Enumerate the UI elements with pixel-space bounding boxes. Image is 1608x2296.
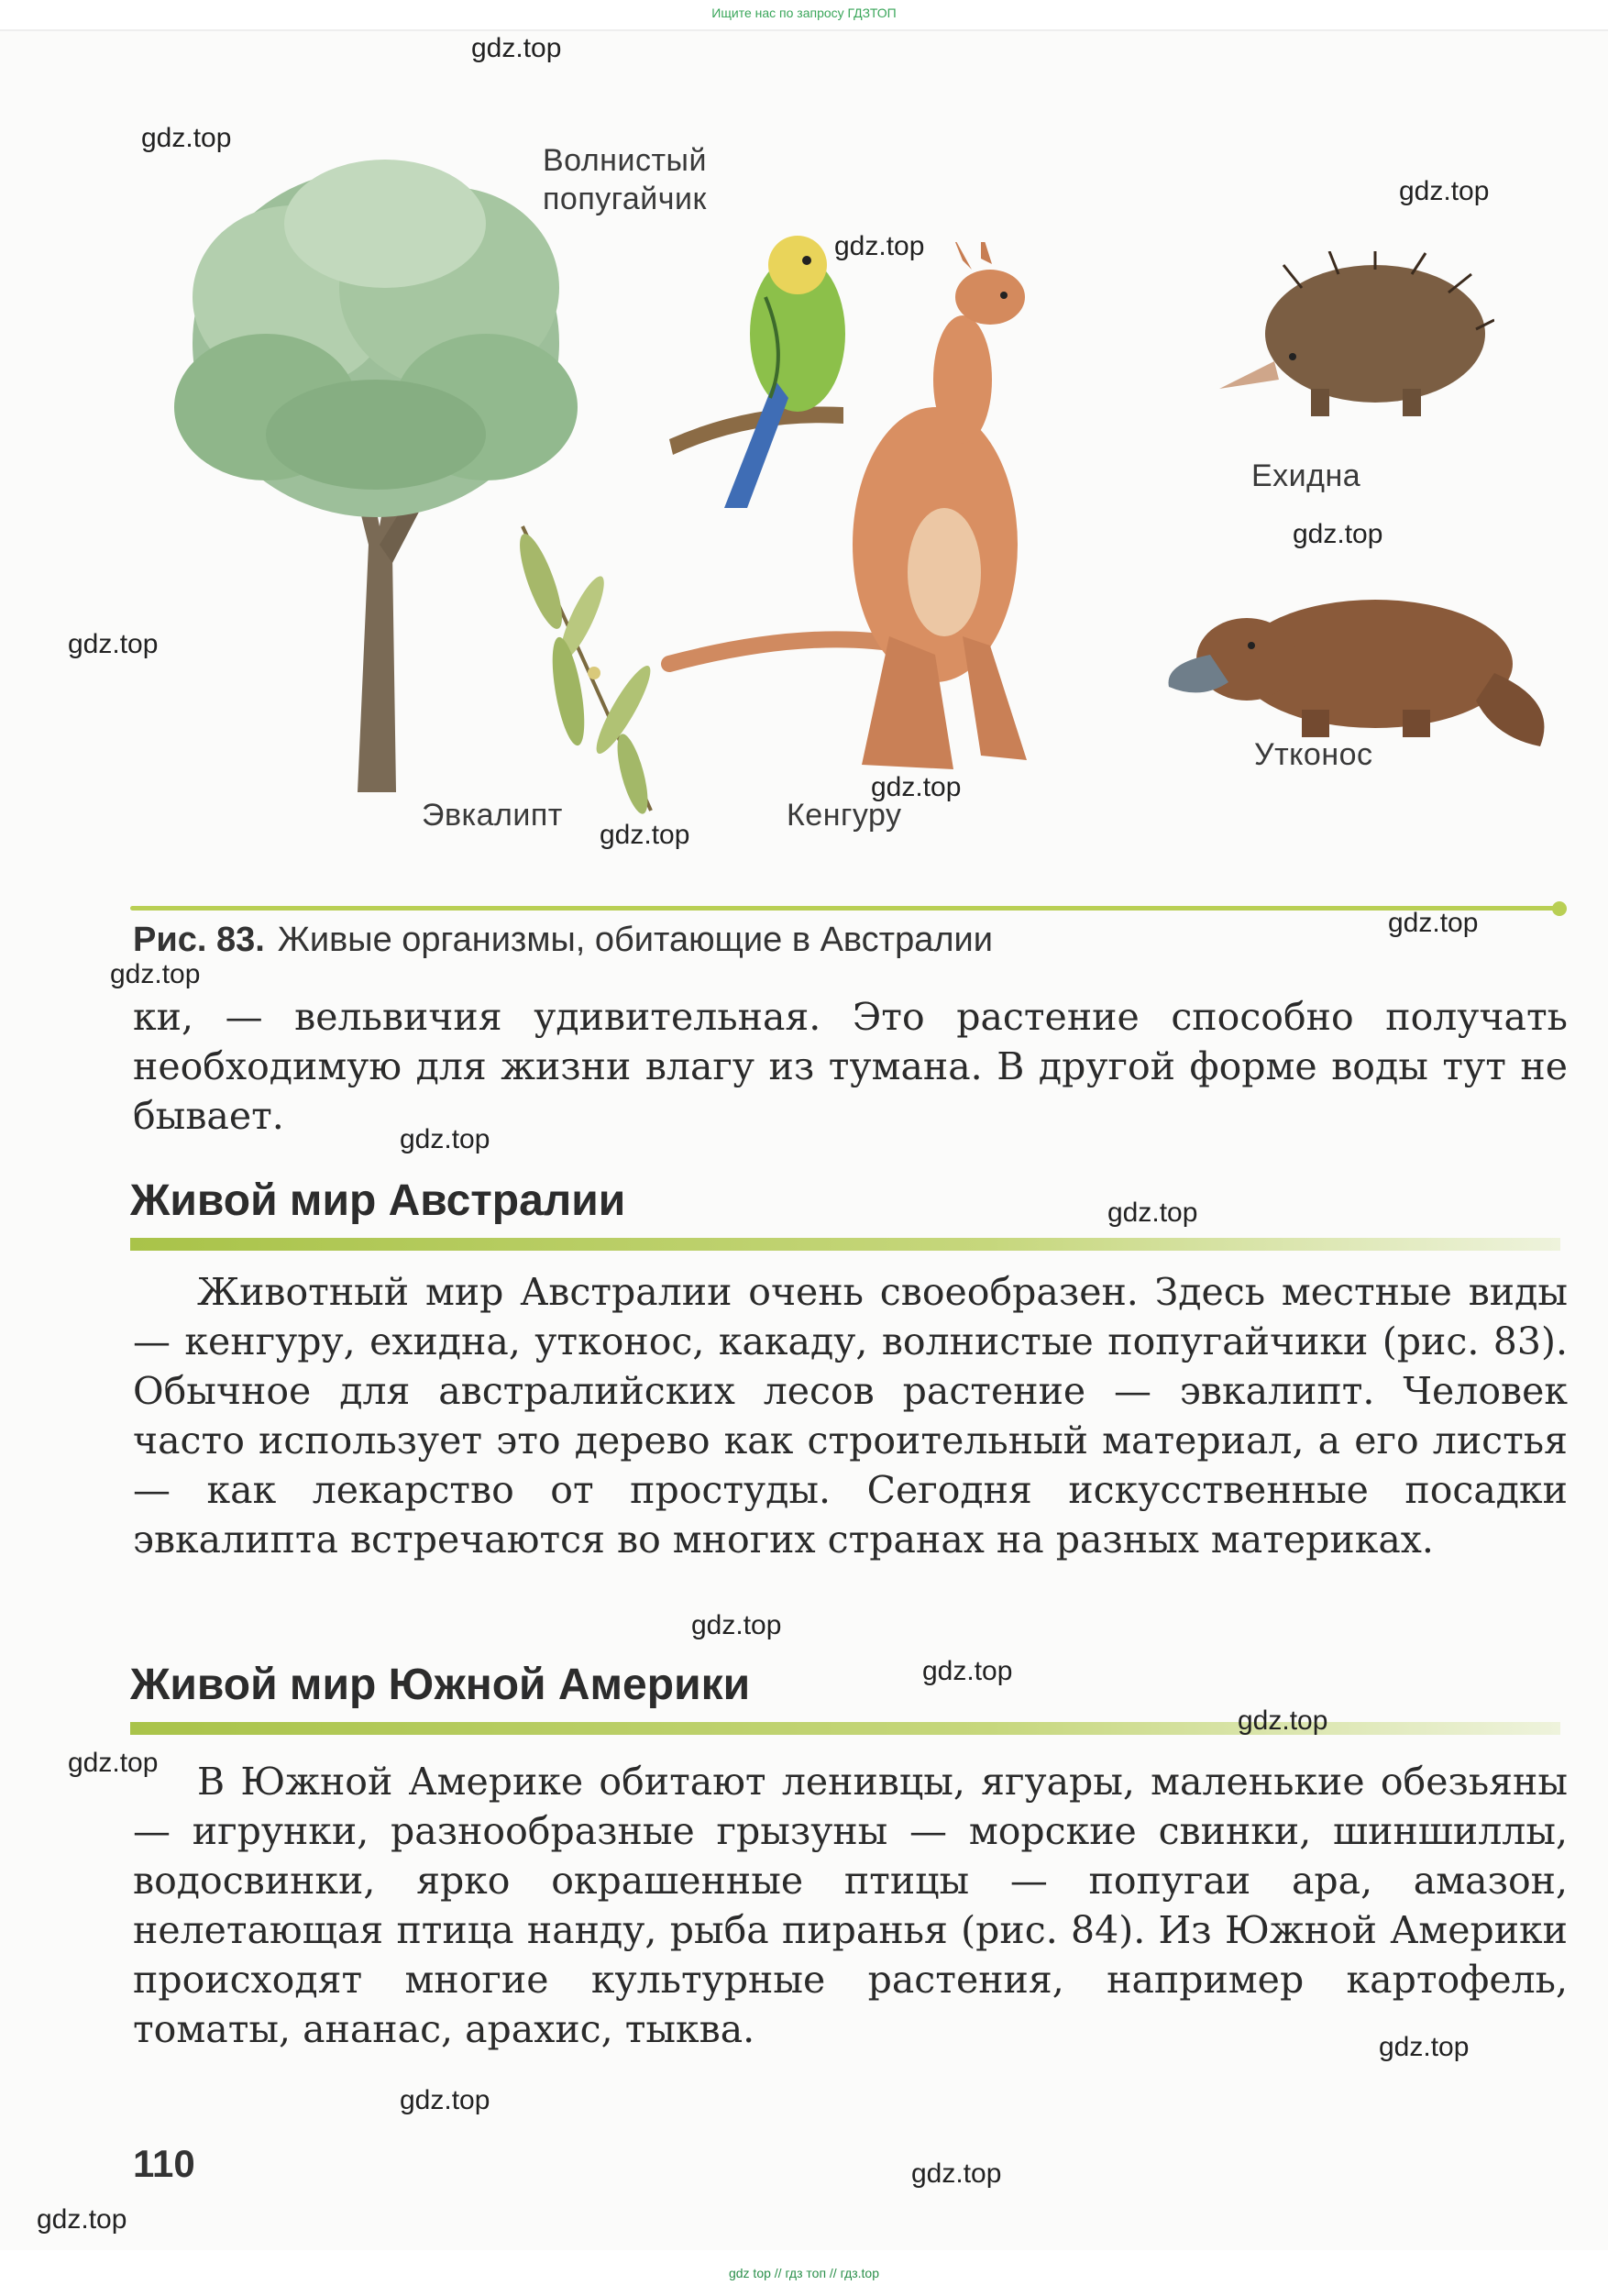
figure-caption-number: Рис. 83. — [133, 921, 265, 959]
bottom-banner — [0, 2250, 1608, 2284]
section-south-america-body — [133, 1757, 1568, 2054]
label-kangaroo: Кенгуру — [787, 798, 902, 833]
watermark: gdz.top — [37, 2204, 127, 2235]
watermark: gdz.top — [141, 123, 232, 153]
heading-australia: Живой мир Австралии — [130, 1176, 626, 1225]
section-south-america-text: В Южной Америке обитают ленивцы, ягуары, маленькие обезьяны — игрунки, разнообразные грызуны — морские свинки, шиншиллы, водосвинки, ярко окрашенные птицы — попугаи ара, амазон, нелетающая птица нанду, рыба пиранья (рис. 84). Из Южной Америки происходят многие культурные растения, например картофель, томаты, ананас, арахис, тыква. — [133, 1760, 1568, 2051]
figure-caption-text: Живые организмы, обитающие в Австралии — [277, 921, 993, 959]
label-parrot: Волнистый попугайчик — [543, 143, 707, 216]
section-australia-text: Животный мир Австралии очень своеобразен. Здесь местные виды — кенгуру, ехидна, утконос, какаду, волнистые попугайчики (рис. 83). Обычное для австралийских лесов растение — эвкалипт. Человек часто использует это дерево как строительный материал, а его листья — как лекарство от простуды. Сегодня искусственные посадки эвкалипта встречаются во многих странах на разных материках. — [133, 1270, 1568, 1562]
heading-south-america: Живой мир Южной Америки — [130, 1661, 751, 1709]
watermark: gdz.top — [1107, 1198, 1198, 1228]
section-australia-body — [133, 1267, 1568, 1564]
watermark: gdz.top — [691, 1610, 782, 1640]
watermark: gdz.top — [471, 33, 562, 63]
textbook-page — [0, 31, 1608, 2250]
watermark: gdz.top — [834, 231, 925, 261]
watermark: gdz.top — [1238, 1705, 1328, 1736]
label-platypus: Утконос — [1254, 737, 1373, 772]
watermark: gdz.top — [911, 2158, 1002, 2189]
watermark: gdz.top — [1379, 2032, 1470, 2062]
top-banner-text: Ищите нас по запросу ГДЗТОП — [711, 6, 897, 20]
label-eucalyptus: Эвкалипт — [422, 798, 563, 833]
watermark: gdz.top — [68, 1748, 159, 1778]
watermark: gdz.top — [400, 1124, 490, 1154]
echidna-illustration — [1219, 251, 1494, 435]
watermark: gdz.top — [400, 2085, 490, 2115]
top-banner — [0, 0, 1608, 31]
figure-caption — [133, 921, 993, 960]
paragraph-top-text: ки, — вельвичия удивительная. Это растение способно получать необходимую для жизни влагу из тумана. В другой форме воды тут не бывает. — [133, 995, 1568, 1138]
watermark: gdz.top — [1388, 908, 1479, 938]
watermark: gdz.top — [1399, 176, 1490, 206]
watermark: gdz.top — [1293, 519, 1383, 549]
label-echidna: Ехидна — [1251, 458, 1361, 493]
figure-divider-dot — [1552, 901, 1567, 916]
bottom-banner-text: gdz top // гдз топ // гдз.top — [728, 2266, 880, 2280]
watermark: gdz.top — [68, 629, 159, 659]
kangaroo-illustration — [660, 242, 1100, 792]
heading-australia-bar — [130, 1238, 1560, 1251]
paragraph-top — [133, 992, 1568, 1141]
watermark: gdz.top — [600, 820, 690, 850]
watermark: gdz.top — [110, 959, 201, 989]
heading-south-america-bar — [130, 1722, 1560, 1735]
watermark: gdz.top — [922, 1656, 1013, 1686]
figure-divider — [130, 906, 1560, 911]
page-number: 110 — [133, 2142, 195, 2185]
watermark: gdz.top — [871, 772, 962, 802]
